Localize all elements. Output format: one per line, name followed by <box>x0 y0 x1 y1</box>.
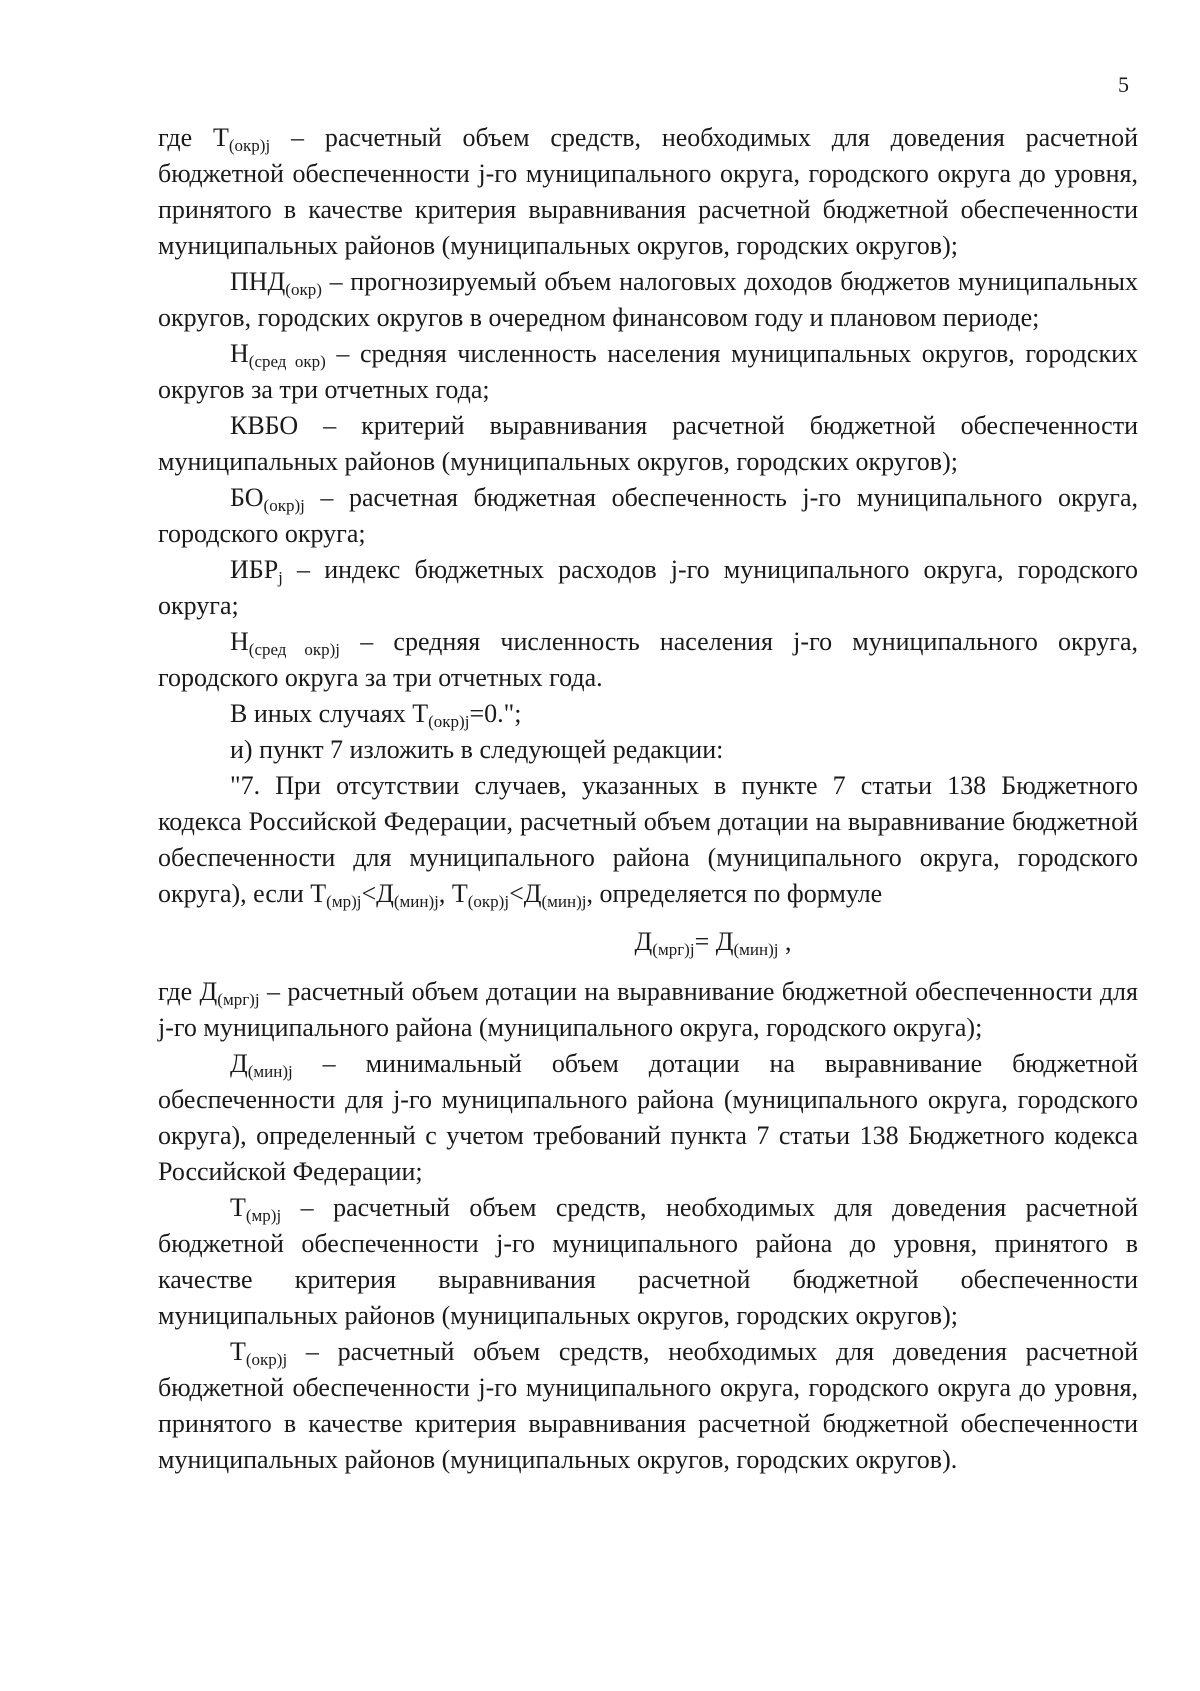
subscript: (мрг)j <box>217 990 260 1009</box>
text-run: где Д <box>158 977 218 1006</box>
paragraph-p4 <box>158 408 1138 480</box>
text-run: – прогнозируемый объем налоговых доходов бюджетов муниципальных округов, городских округов в очередном финансовом году и плановом периоде; <box>158 267 1138 332</box>
text-run: и) пункт 7 изложить в следующей редакции: <box>230 735 724 764</box>
paragraph-p8 <box>158 696 1138 732</box>
text-run: – расчетный объем средств, необходимых для доведения расчетной бюджетной обеспеченности j-го муниципального округа, городского округа до уровня, принятого в качестве критерия выравнивания расчетной бюджетной обеспеченности муниципальных районов (муниципальных округов, городских округов). <box>158 1337 1138 1474</box>
subscript: (окр)j <box>428 712 470 731</box>
subscript: (мрг)j <box>652 940 695 959</box>
text-run: <Д <box>361 879 394 908</box>
paragraph-p2 <box>158 264 1138 336</box>
paragraph-p1 <box>158 120 1138 264</box>
text-run: Т <box>230 1193 246 1222</box>
text-run: , определяется по формуле <box>586 879 883 908</box>
text-run: – расчетный объем средств, необходимых для доведения расчетной бюджетной обеспеченности j-го муниципального округа, городского округа до уровня, принятого в качестве критерия выравнивания расчетной бюджетной обеспеченности муниципальных районов (муниципальных округов, городских округов); <box>158 123 1138 260</box>
text-run: – расчетный объем средств, необходимых для доведения расчетной бюджетной обеспеченности j-го муниципального района до уровня, принятого в качестве критерия выравнивания расчетной бюджетной обеспеченности муниципальных районов (муниципальных округов, городских округов); <box>158 1193 1138 1330</box>
subscript: (мр)j <box>326 892 362 911</box>
text-run: БО <box>230 483 264 512</box>
subscript: (мин)j <box>247 1062 293 1081</box>
subscript: (сред окр) <box>248 352 326 371</box>
text-run: Д <box>230 1049 248 1078</box>
paragraph-p14 <box>158 1334 1138 1478</box>
paragraph-p5 <box>158 480 1138 552</box>
text-run: ПНД <box>230 267 286 296</box>
document-body <box>158 120 1138 1478</box>
formula <box>158 924 1138 960</box>
paragraph-p12 <box>158 1046 1138 1190</box>
paragraph-p10 <box>158 768 1138 912</box>
subscript: (окр)j <box>228 136 271 155</box>
text-run: Н <box>230 339 249 368</box>
subscript: j <box>278 568 283 587</box>
subscript: (мин)j <box>733 940 779 959</box>
paragraph-p13 <box>158 1190 1138 1334</box>
subscript: (окр)j <box>467 892 510 911</box>
text-run: , <box>778 927 792 956</box>
subscript: (мин)j <box>541 892 587 911</box>
text-run: Д <box>634 927 653 956</box>
subscript: (окр)j <box>245 1350 288 1369</box>
page-number: 5 <box>1118 72 1129 97</box>
text-run: – индекс бюджетных расходов j-го муниципального округа, городского округа; <box>158 555 1138 620</box>
text-run: – средняя численность населения j-го муниципального округа, городского округа за три отчетных года. <box>158 627 1138 692</box>
text-run: В иных случаях Т <box>230 699 429 728</box>
text-run: "7. При отсутствии случаев, указанных в пункте 7 статьи 138 Бюджетного кодекса Российской Федерации, расчетный объем дотации на выравнивание бюджетной обеспеченности для муниципального района (муниципального округа, городского округа), если Т <box>158 771 1138 908</box>
subscript: (сред окр)j <box>248 640 341 659</box>
text-run: Н <box>230 627 249 656</box>
text-run: – минимальный объем дотации на выравнивание бюджетной обеспеченности для j-го муниципального района (муниципального округа, городского округа), определенный с учетом требований пункта 7 статьи 138 Бюджетного кодекса Российской Федерации; <box>158 1049 1138 1186</box>
subscript: (окр) <box>285 280 322 299</box>
text-run: =0."; <box>469 699 522 728</box>
subscript: (мин)j <box>393 892 439 911</box>
paragraph-p6 <box>158 552 1138 624</box>
paragraph-p11 <box>158 974 1138 1046</box>
text-run: Т <box>230 1337 246 1366</box>
text-run: КВБО – критерий выравнивания расчетной бюджетной обеспеченности муниципальных районов (муниципальных округов, городских округов); <box>158 411 1138 476</box>
subscript: (мр)j <box>245 1206 282 1225</box>
text-run: ИБР <box>230 555 279 584</box>
text-run: = Д <box>694 927 734 956</box>
text-run: , Т <box>438 879 468 908</box>
text-run: где Т <box>158 123 229 152</box>
paragraph-p9 <box>158 732 1138 768</box>
text-run: – средняя численность населения муниципальных округов, городских округов за три отчетных года; <box>158 339 1138 404</box>
subscript: (окр)j <box>263 496 305 515</box>
text-run: – расчетный объем дотации на выравнивание бюджетной обеспеченности для j-го муниципального района (муниципального округа, городского округа); <box>158 977 1138 1042</box>
text-run: <Д <box>509 879 542 908</box>
paragraph-p3 <box>158 336 1138 408</box>
paragraph-p7 <box>158 624 1138 696</box>
text-run: – расчетная бюджетная обеспеченность j-го муниципального округа, городского округа; <box>158 483 1138 548</box>
